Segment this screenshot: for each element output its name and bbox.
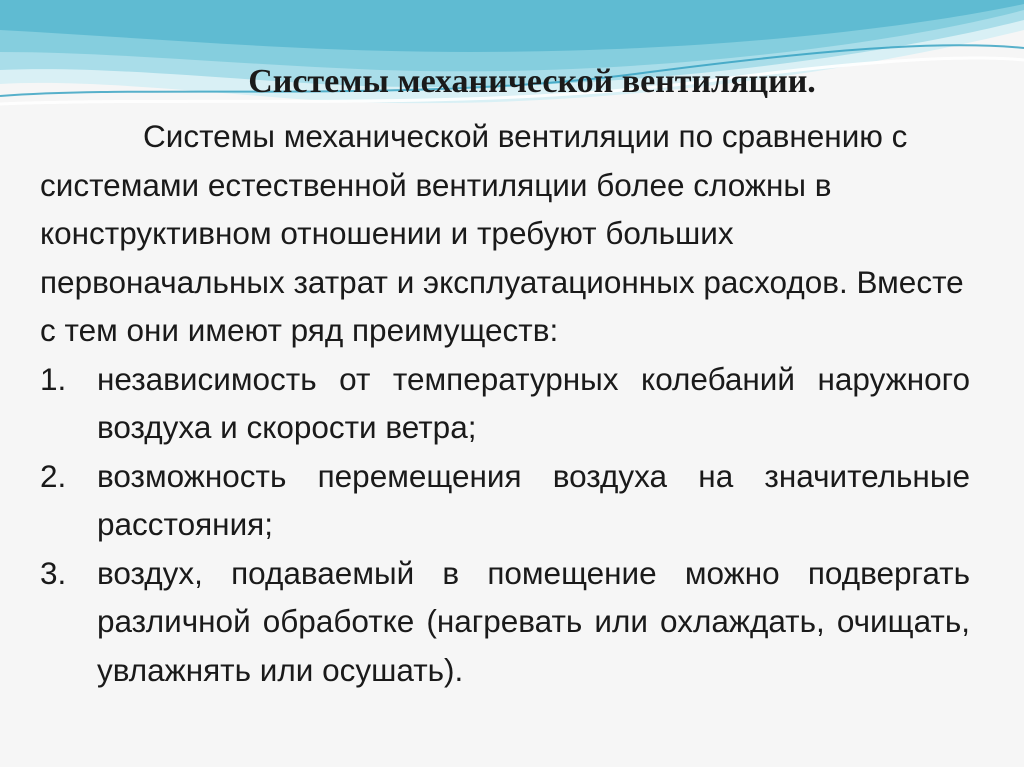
header-wave-decoration	[0, 0, 1024, 120]
list-item-number: 1.	[40, 360, 67, 397]
list-item	[40, 355, 970, 452]
list-item-number: 3.	[40, 554, 67, 591]
list-item	[40, 452, 970, 549]
list-item-text: воздух, подаваемый в помещение можно подвергать различной обработке (нагревать или охлаждать, очищать, увлажнять или осушать).	[97, 554, 970, 688]
list-item	[40, 549, 970, 695]
list-item-text: возможность перемещения воздуха на значительные расстояния;	[97, 457, 970, 542]
slide-title: Системы механической вентиляции.	[248, 63, 816, 100]
advantages-list	[40, 355, 970, 695]
list-item-text: независимость от температурных колебаний наружного воздуха и скорости ветра;	[97, 360, 970, 445]
intro-paragraph: Системы механической вентиляции по сравнению с системами естественной вентиляции более сложны в конструктивном отношении и требуют больших первоначальных затрат и эксплуатационных расходов. Вместе с тем они имеют ряд преимуществ:	[40, 118, 964, 348]
list-item-number: 2.	[40, 457, 67, 494]
slide-content	[40, 112, 970, 694]
